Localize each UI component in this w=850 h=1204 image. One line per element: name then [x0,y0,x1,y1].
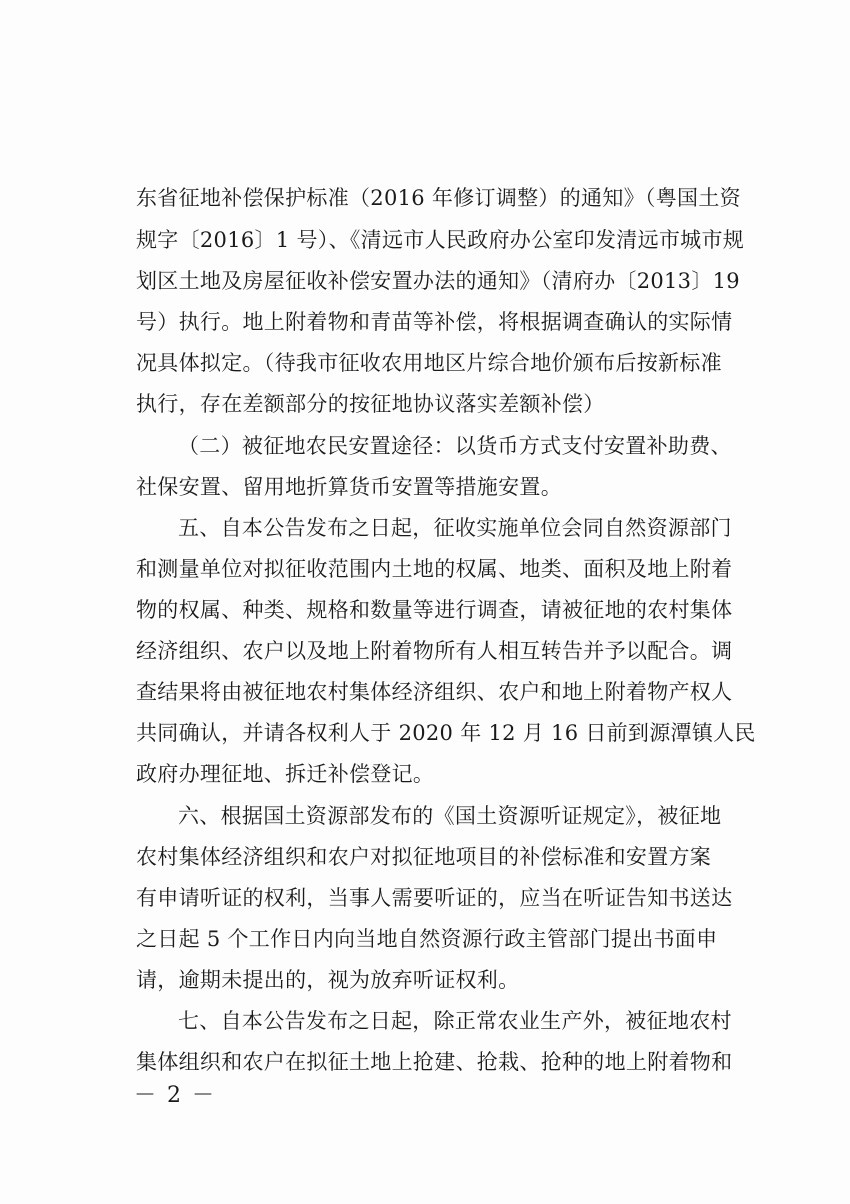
text-line: 规字〔2016〕1 号）、《清远市人民政府办公室印发清远市城市规 [136,228,745,252]
text-line: 划区土地及房屋征收补偿安置办法的通知》（清府办〔2013〕19 [136,269,740,293]
text-line: 执行，存在差额部分的按征地协议落实差额补偿） [136,392,605,416]
text-line: 农村集体经济组织和农户对拟征地项目的补偿标准和安置方案 [136,845,712,869]
text-line: 物的权属、种类、规格和数量等进行调查，请被征地的农村集体 [136,598,733,622]
text-line: 五、自本公告发布之日起，征收实施单位会同自然资源部门 [178,516,732,540]
text-line: 请，逾期未提出的，视为放弃听证权利。 [136,968,520,992]
text-line: 况具体拟定。（待我市征收农用地区片综合地价颁布后按新标准 [136,351,722,375]
text-line: 有申请听证的权利，当事人需要听证的，应当在听证告知书送达 [136,886,733,910]
text-line: 社保安置、留用地折算货币安置等措施安置。 [136,475,562,499]
text-line: 经济组织、农户以及地上附着物所有人相互转告并予以配合。调 [136,639,733,663]
text-line: 和测量单位对拟征收范围内土地的权属、地类、面积及地上附着 [136,557,733,581]
text-line: 七、自本公告发布之日起，除正常农业生产外，被征地农村 [178,1009,732,1033]
page-number: － 2 － [134,1083,216,1108]
text-line: 集体组织和农户在拟征土地上抢建、抢栽、抢种的地上附着物和 [136,1050,733,1074]
text-line: 共同确认，并请各权利人于 2020 年 12 月 16 日前到源潭镇人民 [136,721,756,745]
text-line: 六、根据国土资源部发布的《国土资源听证规定》，被征地 [178,804,722,828]
text-line: 东省征地补偿保护标准（2016 年修订调整）的通知》（粤国土资 [136,186,741,210]
text-line: 政府办理征地、拆迁补偿登记。 [136,762,435,786]
text-line: 查结果将由被征地农村集体经济组织、农户和地上附着物产权人 [136,680,733,704]
text-line: （二）被征地农民安置途径：以货币方式支付安置补助费、 [178,434,732,458]
text-line: 之日起 5 个工作日内向当地自然资源行政主管部门提出书面申 [136,927,718,951]
text-line: 号）执行。地上附着物和青苗等补偿，将根据调查确认的实际情 [136,310,733,334]
